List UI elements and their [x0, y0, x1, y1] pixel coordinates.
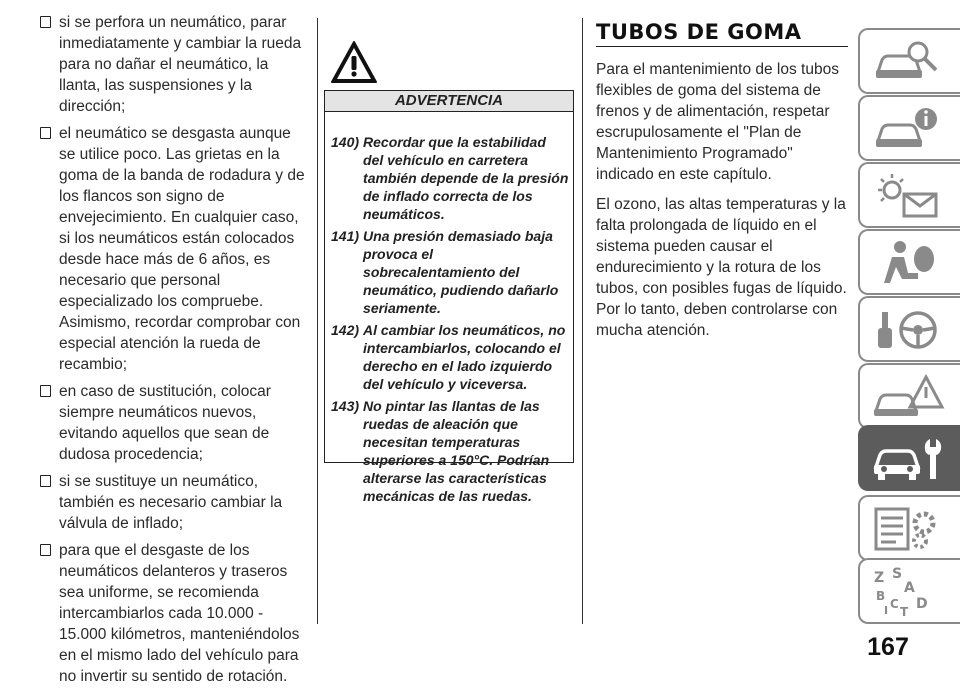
- chapter-tab-knowing-car[interactable]: [858, 28, 960, 94]
- column-divider: [317, 18, 318, 624]
- left-column: [40, 12, 310, 693]
- svg-text:I: I: [884, 604, 889, 617]
- warning-item: [331, 133, 569, 223]
- warning-item: [331, 397, 569, 505]
- warning-item: [331, 227, 569, 317]
- chapter-tab-warning-lights[interactable]: [858, 162, 960, 228]
- chapter-tab-airbag[interactable]: [858, 229, 960, 295]
- chapter-tab-maintenance[interactable]: [858, 425, 960, 491]
- chapter-tab-starting-driving[interactable]: [858, 296, 960, 362]
- chapter-tab-index[interactable]: [858, 558, 960, 624]
- warning-item-text: Una presión demasiado baja provoca el sobrecalentamiento del neumático, pudiendo dañarlo seriamente.: [363, 228, 559, 316]
- list-item-text: para que el desgaste de los neumáticos delanteros y traseros sea uniforme, se recomienda intercambiarlos cada 10.000 - 15.000 kilómetros, manteniéndolos en el mismo lado del vehículo para no invertir su sentido de rotación.: [59, 542, 300, 685]
- list-item: [40, 471, 310, 534]
- car-wrench-icon: [870, 433, 950, 485]
- chapter-tab-safety[interactable]: [858, 95, 960, 161]
- paragraph: Para el mantenimiento de los tubos flexibles de goma del sistema de frenos y de alimentación, respetar escrupulosamente el "Plan de Mantenimiento Programado" indicado en este capítulo.: [596, 61, 839, 183]
- svg-text:D: D: [916, 596, 928, 612]
- svg-text:C: C: [890, 597, 899, 611]
- car-info-icon: [870, 103, 950, 155]
- car-emergency-icon: [870, 371, 950, 423]
- warning-item-number: 141): [331, 228, 360, 244]
- warning-item-number: 143): [331, 398, 360, 414]
- warning-item-number: 142): [331, 322, 360, 338]
- page-number: 167: [867, 633, 909, 661]
- column-divider: [582, 18, 583, 624]
- paragraph: El ozono, las altas temperaturas y la falta prolongada de líquido en el sistema pueden causar el endurecimiento y la rotura de los tubos, con posibles fugas de líquido. Por lo tanto, deben controlarse con mucha atención.: [596, 196, 847, 339]
- key-steering-wheel-icon: [870, 304, 950, 356]
- warning-item-number: 140): [331, 134, 360, 150]
- svg-text:T: T: [900, 605, 909, 618]
- warning-light-message-icon: [870, 170, 950, 222]
- checkbox-bullet-icon: [40, 127, 51, 139]
- chapter-tab-emergency[interactable]: [858, 363, 960, 429]
- warning-item-text: Recordar que la estabilidad del vehículo en carretera también depende de la presión de inflado correcta de los neumáticos.: [363, 134, 569, 222]
- list-item: [40, 540, 310, 687]
- list-item-text: en caso de sustitución, colocar siempre neumáticos nuevos, evitando aquellos que sean de dudosa procedencia;: [59, 383, 271, 463]
- warning-item: [331, 321, 569, 393]
- warning-item-text: No pintar las llantas de las ruedas de aleación que necesitan temperaturas superiores a 150°C. Podrían alterarse las características mecánicas de las ruedas.: [363, 398, 550, 504]
- checkbox-bullet-icon: [40, 544, 51, 556]
- list-item: [40, 123, 310, 375]
- svg-text:A: A: [904, 580, 915, 596]
- warning-heading: ADVERTENCIA: [324, 90, 574, 112]
- spec-sheet-gear-icon: [870, 503, 950, 555]
- checkbox-bullet-icon: [40, 16, 51, 28]
- airbag-passenger-icon: [870, 237, 950, 289]
- list-item: [40, 381, 310, 465]
- car-search-icon: [870, 36, 950, 88]
- svg-text:Z: Z: [874, 570, 885, 586]
- checkbox-bullet-icon: [40, 385, 51, 397]
- section-title: TUBOS DE GOMA: [596, 22, 848, 47]
- list-item-text: si se perfora un neumático, parar inmediatamente y cambiar la rueda para no dañar el neumático, la llanta, las suspensiones y la dirección;: [59, 14, 302, 115]
- svg-text:S: S: [892, 566, 903, 582]
- section-tubos-de-goma: [596, 22, 848, 350]
- warning-item-text: Al cambiar los neumáticos, no intercambiarlos, colocando el derecho en el lado izquierdo del vehículo y viceversa.: [363, 322, 566, 392]
- checkbox-bullet-icon: [40, 475, 51, 487]
- list-item: [40, 12, 310, 117]
- alphabet-index-icon: [870, 566, 950, 618]
- warning-triangle-icon: [330, 40, 378, 84]
- svg-text:B: B: [876, 589, 886, 603]
- chapter-tab-technical-data[interactable]: [858, 495, 960, 561]
- list-item-text: si se sustituye un neumático, también es necesario cambiar la válvula de inflado;: [59, 473, 283, 532]
- warning-box: [324, 111, 574, 504]
- list-item-text: el neumático se desgasta aunque se utilice poco. Las grietas en la goma de la banda de rodadura y de los flancos son signo de envejecimiento. En cualquier caso, si los neumáticos están colocados desde hace más de 6 años, es necesario que personal especializado los compruebe. Asimismo, recordar comprobar con especial atención la rueda de recambio;: [59, 125, 305, 373]
